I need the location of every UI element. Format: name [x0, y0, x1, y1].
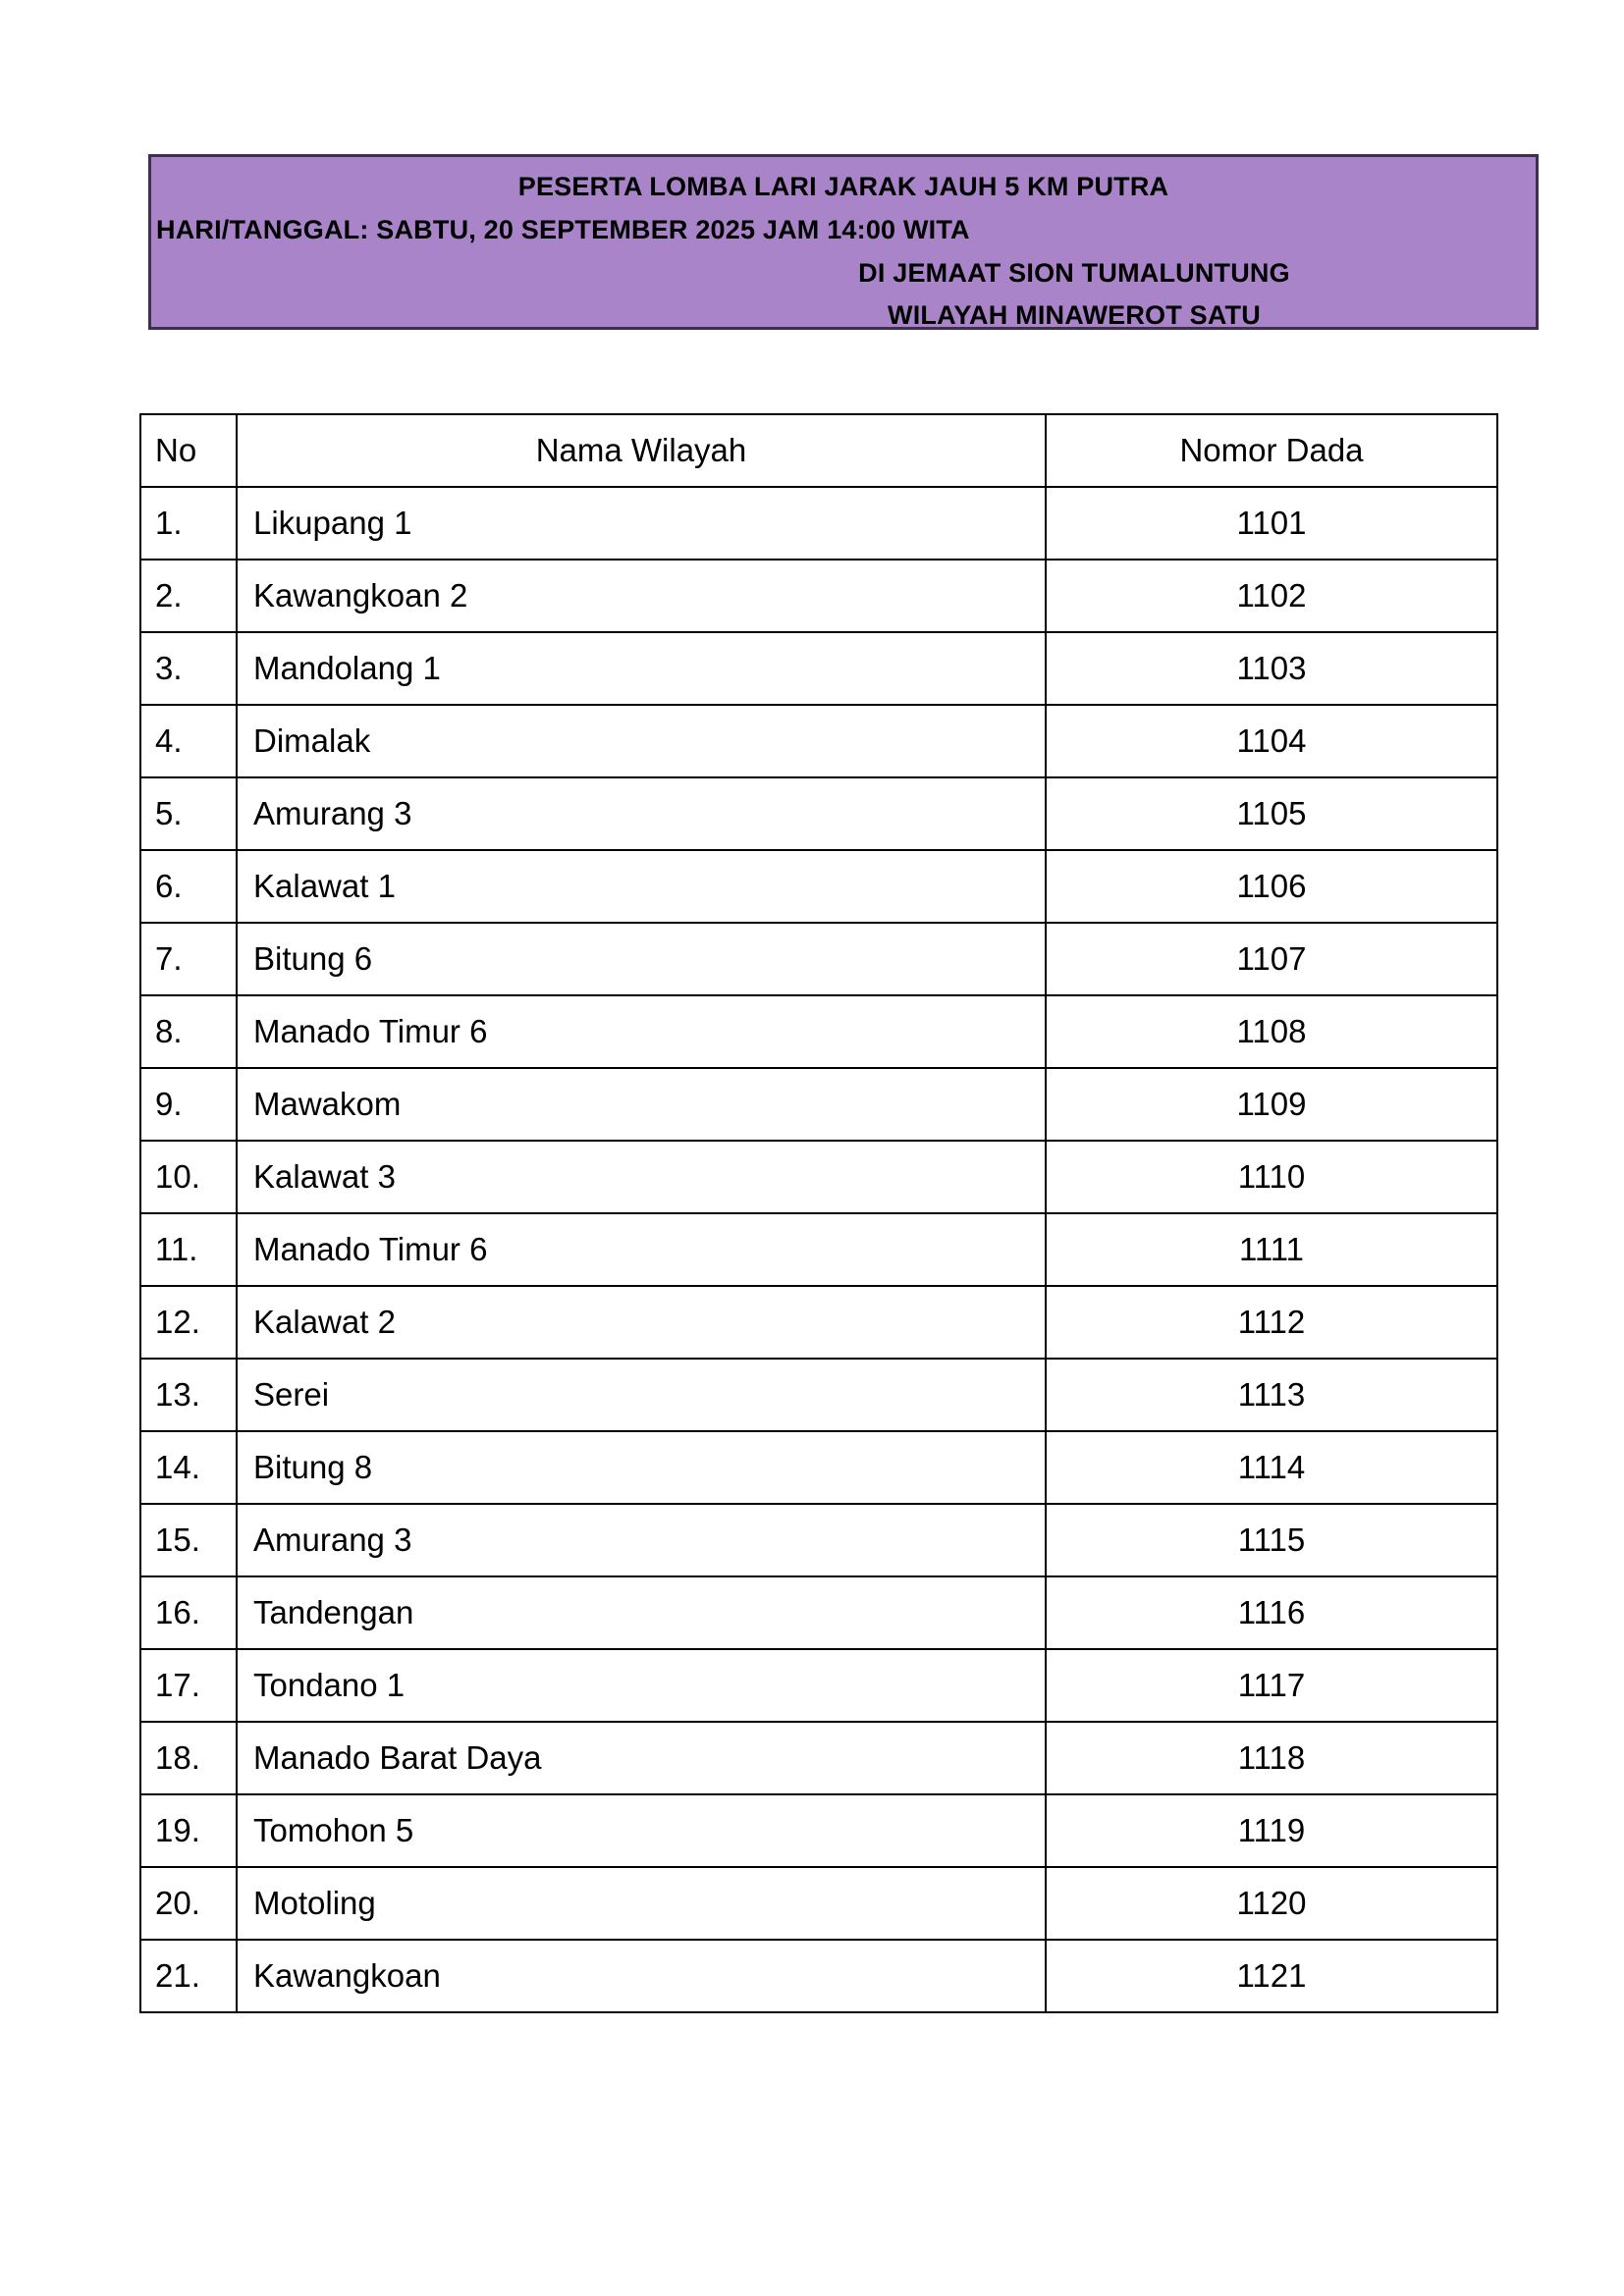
region-name: Likupang 1 [237, 487, 1046, 560]
bib-number: 1104 [1046, 705, 1497, 777]
row-number: 18. [140, 1722, 237, 1794]
table-row [140, 1141, 1497, 1213]
region-name: Bitung 8 [237, 1431, 1046, 1504]
bib-number: 1106 [1046, 850, 1497, 923]
table-row [140, 1431, 1497, 1504]
row-number: 4. [140, 705, 237, 777]
row-number: 3. [140, 632, 237, 705]
event-venue: DI JEMAAT SION TUMALUNTUNG [858, 258, 1290, 288]
region-name: Kalawat 3 [237, 1141, 1046, 1213]
region-name: Dimalak [237, 705, 1046, 777]
bib-number: 1117 [1046, 1649, 1497, 1722]
row-number: 9. [140, 1068, 237, 1141]
bib-number: 1103 [1046, 632, 1497, 705]
table-row [140, 1359, 1497, 1431]
bib-number: 1102 [1046, 560, 1497, 632]
table-row [140, 995, 1497, 1068]
bib-number: 1107 [1046, 923, 1497, 995]
participants-table [139, 413, 1498, 2013]
table-row [140, 1286, 1497, 1359]
table-row [140, 1649, 1497, 1722]
bib-number: 1112 [1046, 1286, 1497, 1359]
row-number: 13. [140, 1359, 237, 1431]
row-number: 21. [140, 1940, 237, 2012]
row-number: 16. [140, 1576, 237, 1649]
row-number: 10. [140, 1141, 237, 1213]
row-number: 8. [140, 995, 237, 1068]
bib-number: 1116 [1046, 1576, 1497, 1649]
table-row [140, 1213, 1497, 1286]
region-name: Amurang 3 [237, 1504, 1046, 1576]
region-name: Tomohon 5 [237, 1794, 1046, 1867]
region-name: Kawangkoan 2 [237, 560, 1046, 632]
bib-number: 1105 [1046, 777, 1497, 850]
region-name: Motoling [237, 1867, 1046, 1940]
table-row [140, 923, 1497, 995]
row-number: 1. [140, 487, 237, 560]
table-row [140, 1940, 1497, 2012]
row-number: 14. [140, 1431, 237, 1504]
table-row [140, 1794, 1497, 1867]
region-name: Mawakom [237, 1068, 1046, 1141]
table-header-row [140, 414, 1497, 487]
region-name: Bitung 6 [237, 923, 1046, 995]
bib-number: 1115 [1046, 1504, 1497, 1576]
row-number: 19. [140, 1794, 237, 1867]
row-number: 15. [140, 1504, 237, 1576]
region-name: Kawangkoan [237, 1940, 1046, 2012]
bib-number: 1118 [1046, 1722, 1497, 1794]
table-row [140, 1576, 1497, 1649]
region-name: Kalawat 2 [237, 1286, 1046, 1359]
table-row [140, 1068, 1497, 1141]
event-date: HARI/TANGGAL: SABTU, 20 SEPTEMBER 2025 JAM 14:00 WITA [156, 215, 970, 244]
row-number: 20. [140, 1867, 237, 1940]
title-banner [148, 154, 1539, 330]
region-name: Manado Barat Daya [237, 1722, 1046, 1794]
bib-number: 1109 [1046, 1068, 1497, 1141]
table-row [140, 850, 1497, 923]
table-row [140, 487, 1497, 560]
region-name: Manado Timur 6 [237, 995, 1046, 1068]
bib-number: 1108 [1046, 995, 1497, 1068]
row-number: 2. [140, 560, 237, 632]
table-row [140, 1722, 1497, 1794]
bib-number: 1114 [1046, 1431, 1497, 1504]
region-name: Tondano 1 [237, 1649, 1046, 1722]
table-row [140, 1867, 1497, 1940]
bib-number: 1110 [1046, 1141, 1497, 1213]
column-header-name: Nama Wilayah [237, 414, 1046, 487]
table-row [140, 1504, 1497, 1576]
region-name: Manado Timur 6 [237, 1213, 1046, 1286]
event-region: WILAYAH MINAWEROT SATU [888, 300, 1261, 330]
table-row [140, 705, 1497, 777]
bib-number: 1101 [1046, 487, 1497, 560]
row-number: 11. [140, 1213, 237, 1286]
event-title: PESERTA LOMBA LARI JARAK JAUH 5 KM PUTRA [517, 172, 1169, 201]
bib-number: 1121 [1046, 1940, 1497, 2012]
column-header-no: No [140, 414, 237, 487]
region-name: Mandolang 1 [237, 632, 1046, 705]
region-name: Amurang 3 [237, 777, 1046, 850]
bib-number: 1119 [1046, 1794, 1497, 1867]
region-name: Tandengan [237, 1576, 1046, 1649]
row-number: 12. [140, 1286, 237, 1359]
bib-number: 1111 [1046, 1213, 1497, 1286]
row-number: 6. [140, 850, 237, 923]
region-name: Kalawat 1 [237, 850, 1046, 923]
bib-number: 1113 [1046, 1359, 1497, 1431]
region-name: Serei [237, 1359, 1046, 1431]
table-row [140, 777, 1497, 850]
row-number: 5. [140, 777, 237, 850]
row-number: 17. [140, 1649, 237, 1722]
table-row [140, 560, 1497, 632]
table-row [140, 632, 1497, 705]
bib-number: 1120 [1046, 1867, 1497, 1940]
column-header-number: Nomor Dada [1046, 414, 1497, 487]
row-number: 7. [140, 923, 237, 995]
